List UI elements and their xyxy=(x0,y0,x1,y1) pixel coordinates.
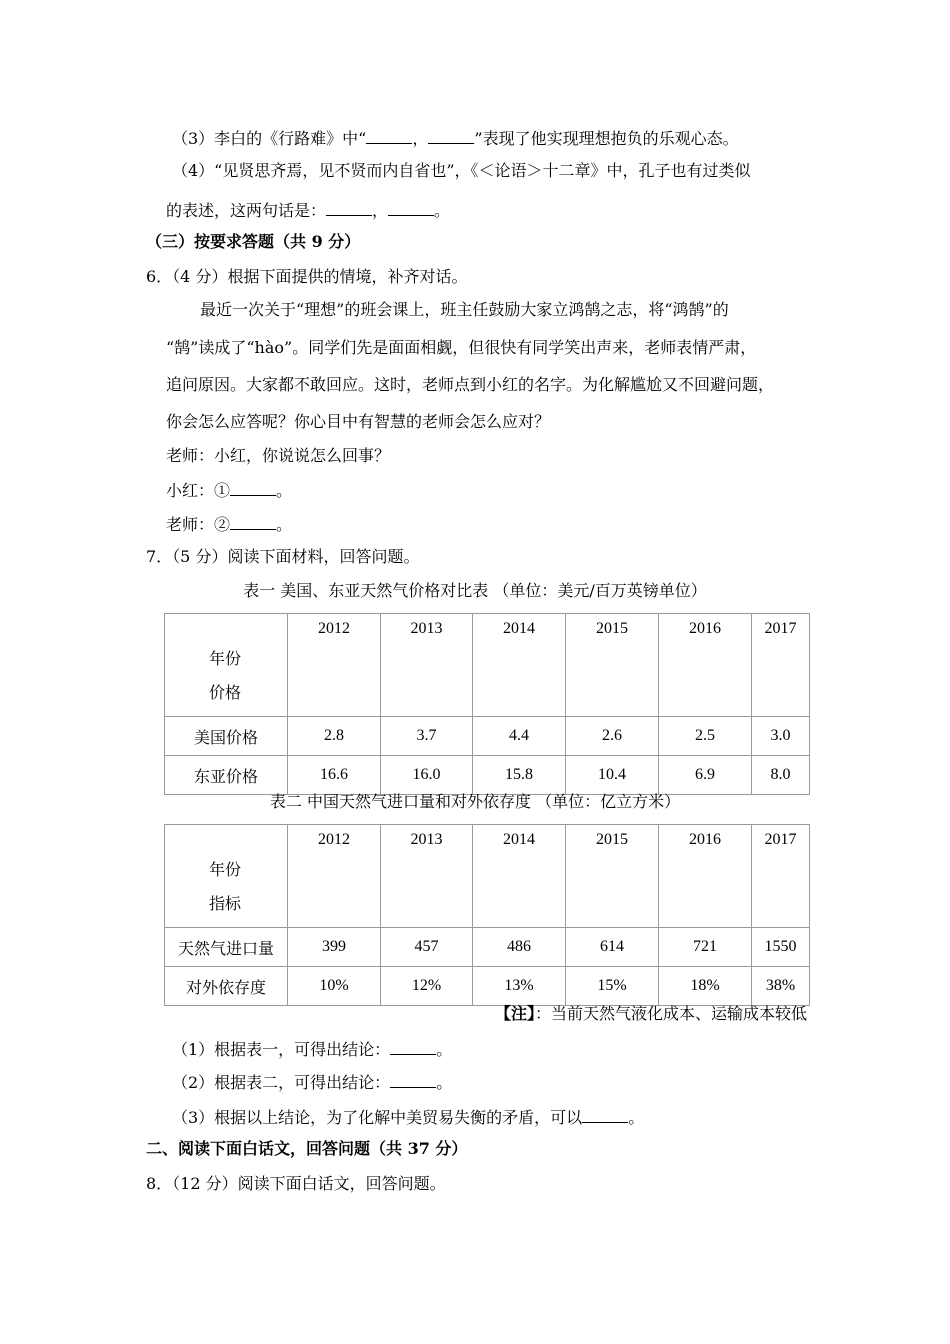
year-header: 2017 xyxy=(752,825,810,928)
row-label: 天然气进口量 xyxy=(165,928,288,967)
table-header-row xyxy=(165,614,810,717)
q6-paragraph-line: “鹄”读成了“hào”。同学们先是面面相觑，但很快有同学笑出声来，老师表情严肃， xyxy=(166,338,757,357)
section-heading: 二、阅读下面白话文，回答问题（共 37 分） xyxy=(146,1139,468,1158)
answer-blank[interactable] xyxy=(390,1038,436,1055)
table-cell: 2.8 xyxy=(288,717,381,756)
table-cell: 721 xyxy=(659,928,752,967)
year-header: 2016 xyxy=(659,614,752,717)
q6-paragraph-line: 最近一次关于“理想”的班会课上，班主任鼓励大家立鸿鹄之志，将“鸿鹄”的 xyxy=(200,300,729,319)
year-header: 2015 xyxy=(566,614,659,717)
table-cell: 15% xyxy=(566,967,659,1006)
q6-paragraph-line: 你会怎么应答呢？你心目中有智慧的老师会怎么应对？ xyxy=(166,412,551,431)
q7-sub1: （1）根据表一，可得出结论： 。 xyxy=(172,1040,453,1059)
q7-sub3: （3）根据以上结论，为了化解中美贸易失衡的矛盾，可以 。 xyxy=(172,1108,645,1127)
answer-blank[interactable] xyxy=(388,199,434,216)
table-cell: 6.9 xyxy=(659,756,752,795)
table1-caption: 表一 美国、东亚天然气价格对比表 （单位：美元/百万英镑单位） xyxy=(243,581,707,600)
answer-blank[interactable] xyxy=(230,479,276,496)
year-header: 2017 xyxy=(752,614,810,717)
table-note: 【注】：当前天然气液化成本、运输成本较低 xyxy=(494,1004,807,1023)
answer-blank[interactable] xyxy=(326,199,372,216)
year-header: 2012 xyxy=(288,614,381,717)
q5-sub3: （3）李白的《行路难》中“ ， ”表现了他实现理想抱负的乐观心态。 xyxy=(172,129,739,148)
table-cell: 16.6 xyxy=(288,756,381,795)
table-corner-cell: 年份 指标 xyxy=(165,825,288,928)
q6-dialog-xiaohong: 小红：① 。 xyxy=(166,481,293,500)
q6-paragraph-line: 追问原因。大家都不敢回应。这时，老师点到小红的名字。为化解尴尬又不回避问题， xyxy=(166,375,775,394)
year-header: 2015 xyxy=(566,825,659,928)
table-row xyxy=(165,928,810,967)
table-cell: 457 xyxy=(381,928,473,967)
table-cell: 2.6 xyxy=(566,717,659,756)
table-cell: 13% xyxy=(473,967,566,1006)
answer-blank[interactable] xyxy=(428,127,474,144)
q6-dialog-teacher-2: 老师：② 。 xyxy=(166,515,293,534)
table-cell: 38% xyxy=(752,967,810,1006)
q7-sub2: （2）根据表二，可得出结论： 。 xyxy=(172,1073,453,1092)
table-cell: 8.0 xyxy=(752,756,810,795)
table2-caption: 表二 中国天然气进口量和对外依存度 （单位：亿立方米） xyxy=(269,792,681,811)
year-header: 2014 xyxy=(473,614,566,717)
table-cell: 16.0 xyxy=(381,756,473,795)
table-cell: 12% xyxy=(381,967,473,1006)
table-cell: 3.0 xyxy=(752,717,810,756)
row-label: 对外依存度 xyxy=(165,967,288,1006)
table-cell: 614 xyxy=(566,928,659,967)
table2 xyxy=(164,824,810,1006)
table-cell: 486 xyxy=(473,928,566,967)
table1 xyxy=(164,613,810,795)
table-cell: 18% xyxy=(659,967,752,1006)
table-cell: 4.4 xyxy=(473,717,566,756)
q6-dialog-teacher: 老师：小红，你说说怎么回事？ xyxy=(166,446,391,465)
table-cell: 399 xyxy=(288,928,381,967)
row-label: 美国价格 xyxy=(165,717,288,756)
table-row xyxy=(165,717,810,756)
year-header: 2012 xyxy=(288,825,381,928)
q5-sub4-line1: （4）“见贤思齐焉，见不贤而内自省也”，《＜论语＞十二章》中，孔子也有过类似 xyxy=(172,161,751,180)
year-header: 2016 xyxy=(659,825,752,928)
section-heading: （三）按要求答题（共 9 分） xyxy=(146,232,361,251)
year-header: 2013 xyxy=(381,825,473,928)
table-cell: 15.8 xyxy=(473,756,566,795)
question-8-header: 8．（12 分）阅读下面白话文，回答问题。 xyxy=(146,1174,446,1193)
answer-blank[interactable] xyxy=(230,513,276,530)
row-label: 东亚价格 xyxy=(165,756,288,795)
table-cell: 3.7 xyxy=(381,717,473,756)
year-header: 2014 xyxy=(473,825,566,928)
year-header: 2013 xyxy=(381,614,473,717)
table-cell: 1550 xyxy=(752,928,810,967)
question-6-header: 6．（4 分）根据下面提供的情境，补齐对话。 xyxy=(146,267,468,286)
table-corner-cell: 年份 价格 xyxy=(165,614,288,717)
table-header-row xyxy=(165,825,810,928)
answer-blank[interactable] xyxy=(366,127,412,144)
table-cell: 10.4 xyxy=(566,756,659,795)
table-cell: 2.5 xyxy=(659,717,752,756)
q5-sub4-line2: 的表述，这两句话是： ， 。 xyxy=(166,201,451,220)
answer-blank[interactable] xyxy=(390,1071,436,1088)
question-7-header: 7．（5 分）阅读下面材料，回答问题。 xyxy=(146,547,420,566)
table-row xyxy=(165,756,810,795)
table-row xyxy=(165,967,810,1006)
answer-blank[interactable] xyxy=(582,1106,628,1123)
table-cell: 10% xyxy=(288,967,381,1006)
